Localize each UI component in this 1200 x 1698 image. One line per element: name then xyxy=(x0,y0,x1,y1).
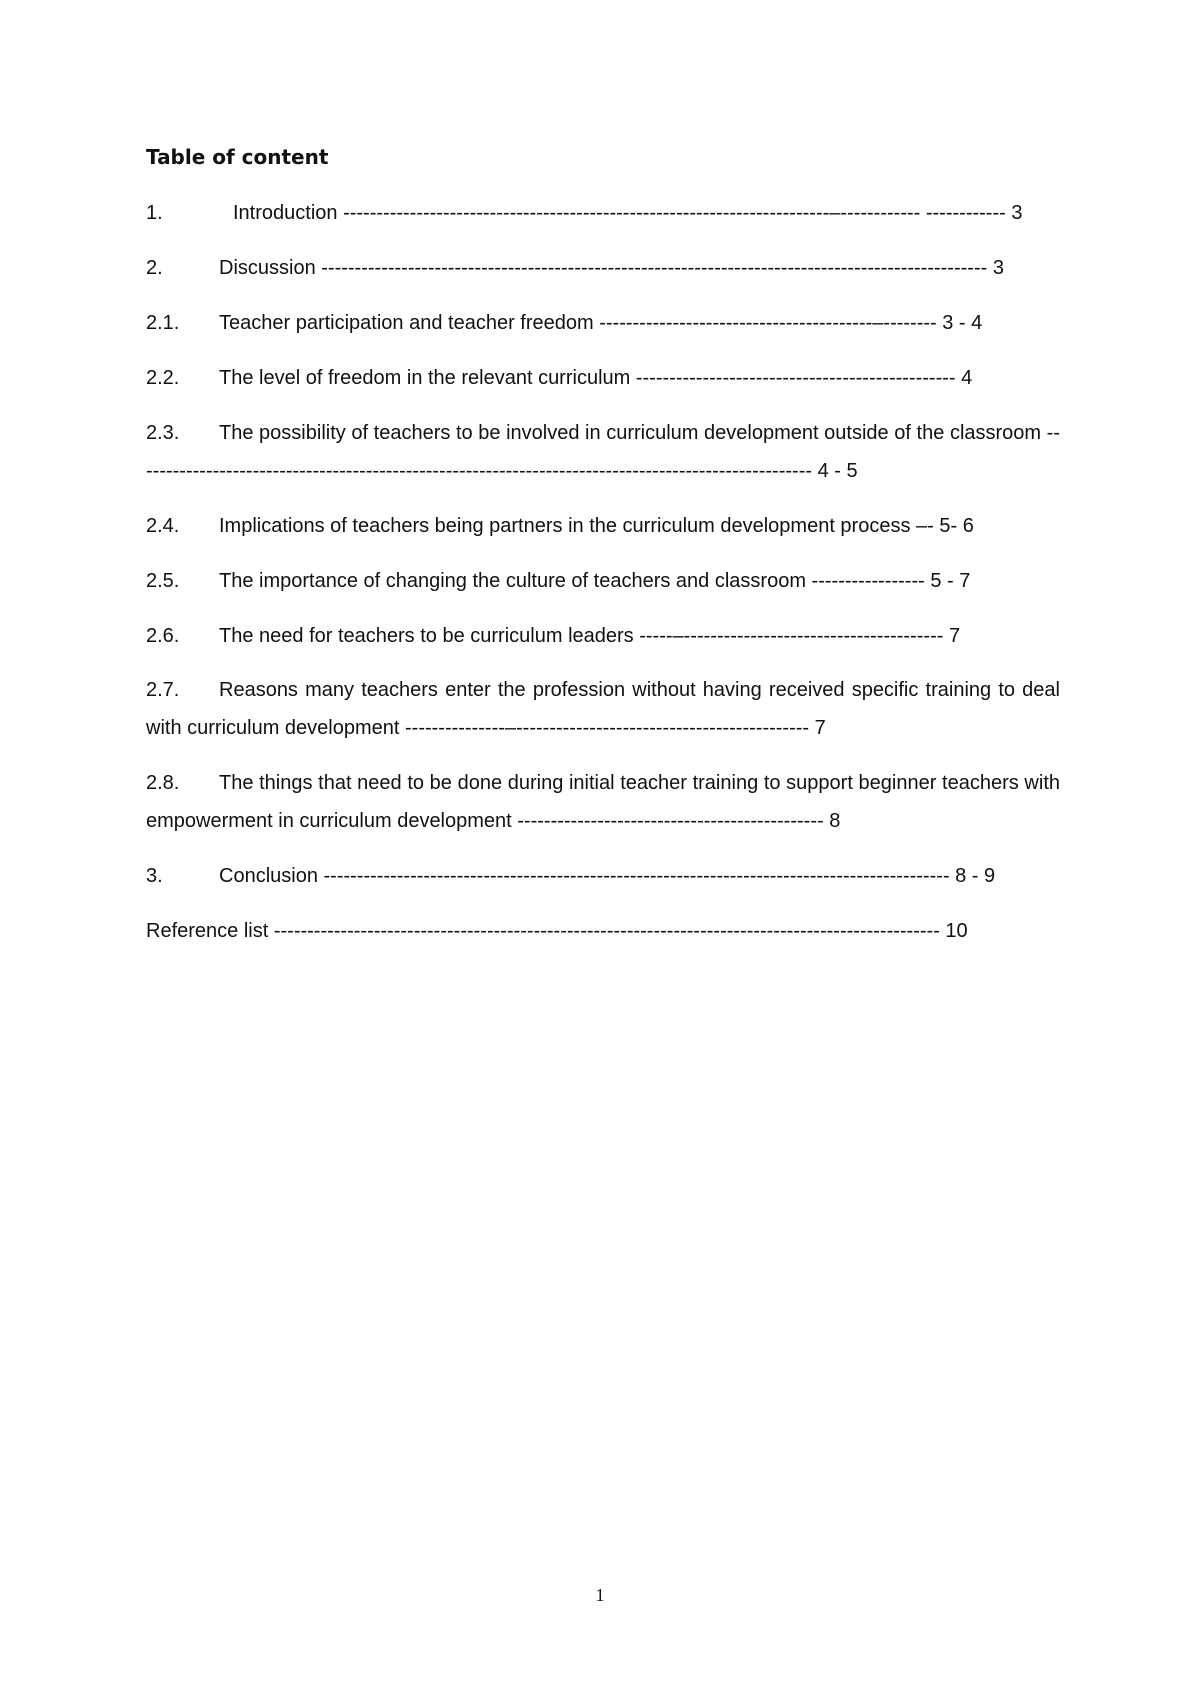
toc-entry-number: 2.8. xyxy=(146,772,180,794)
toc-entry-2-3 xyxy=(146,414,1060,490)
toc-entry-number: 2.7. xyxy=(146,679,180,701)
toc-entry-text: The possibility of teachers to be involved in curriculum development outside of the classroom ------------------------------------------------------------------------------------------------------ 4 - 5 xyxy=(146,422,1060,482)
toc-entry-discussion xyxy=(146,249,1060,287)
toc-entry-text: Teacher participation and teacher freedom -----------------------------------------–-------- 3 - 4 xyxy=(219,312,983,334)
toc-entry-2-1 xyxy=(146,304,1060,342)
toc-entry-number: 1. xyxy=(146,202,163,224)
toc-entry-2-8 xyxy=(146,764,1060,840)
toc-entry-number: 2. xyxy=(146,257,163,279)
toc-entry-text: The importance of changing the culture of teachers and classroom ----------------- 5 - 7 xyxy=(219,570,971,592)
toc-entry-2-2 xyxy=(146,359,1060,397)
toc-entry-text: The things that need to be done during initial teacher training to support beginner teachers with empowerment in curriculum development ---------------------------------------------- 8 xyxy=(146,772,1060,832)
toc-entry-number: 2.2. xyxy=(146,367,180,389)
toc-entry-2-5 xyxy=(146,562,1060,600)
toc-entry-number: 2.6. xyxy=(146,625,180,647)
toc-entry-text: Introduction -------------------------------------------------------------------------–------------ ------------ 3 xyxy=(233,202,1023,224)
toc-entry-number: 2.5. xyxy=(146,570,180,592)
toc-entry-number: 2.1. xyxy=(146,312,180,334)
toc-entry-text: Conclusion ---------------------------------------------------------------------------------------------- 8 - 9 xyxy=(219,865,996,887)
toc-entry-number: 3. xyxy=(146,865,163,887)
page-number: 1 xyxy=(595,1585,605,1605)
toc-entry-text: The need for teachers to be curriculum leaders -----–--------------------------------------- 7 xyxy=(219,625,961,647)
toc-entry-2-7 xyxy=(146,671,1060,747)
toc-entry-reference-list xyxy=(146,912,1060,950)
toc-entry-text: Reference list ---------------------------------------------------------------------------------------------------- 10 xyxy=(146,920,968,942)
toc-entry-number: 2.4. xyxy=(146,515,180,537)
toc-entry-introduction xyxy=(146,194,1060,232)
toc-entry-text: Reasons many teachers enter the profession without having received specific training to deal with curriculum development ---------------–-------------------------------------------- 7 xyxy=(146,679,1060,739)
toc-entry-2-6 xyxy=(146,617,1060,655)
toc-title: Table of content xyxy=(146,145,329,169)
toc-entry-text: Implications of teachers being partners in the curriculum development process –- 5- 6 xyxy=(219,515,974,537)
toc-entry-number: 2.3. xyxy=(146,422,180,444)
toc-entry-2-4 xyxy=(146,507,1060,545)
toc-entry-conclusion xyxy=(146,857,1060,895)
toc-entry-text: The level of freedom in the relevant curriculum ------------------------------------------------ 4 xyxy=(219,367,973,389)
toc-entry-text: Discussion ---------------------------------------------------------------------------------------------------- 3 xyxy=(219,257,1004,279)
